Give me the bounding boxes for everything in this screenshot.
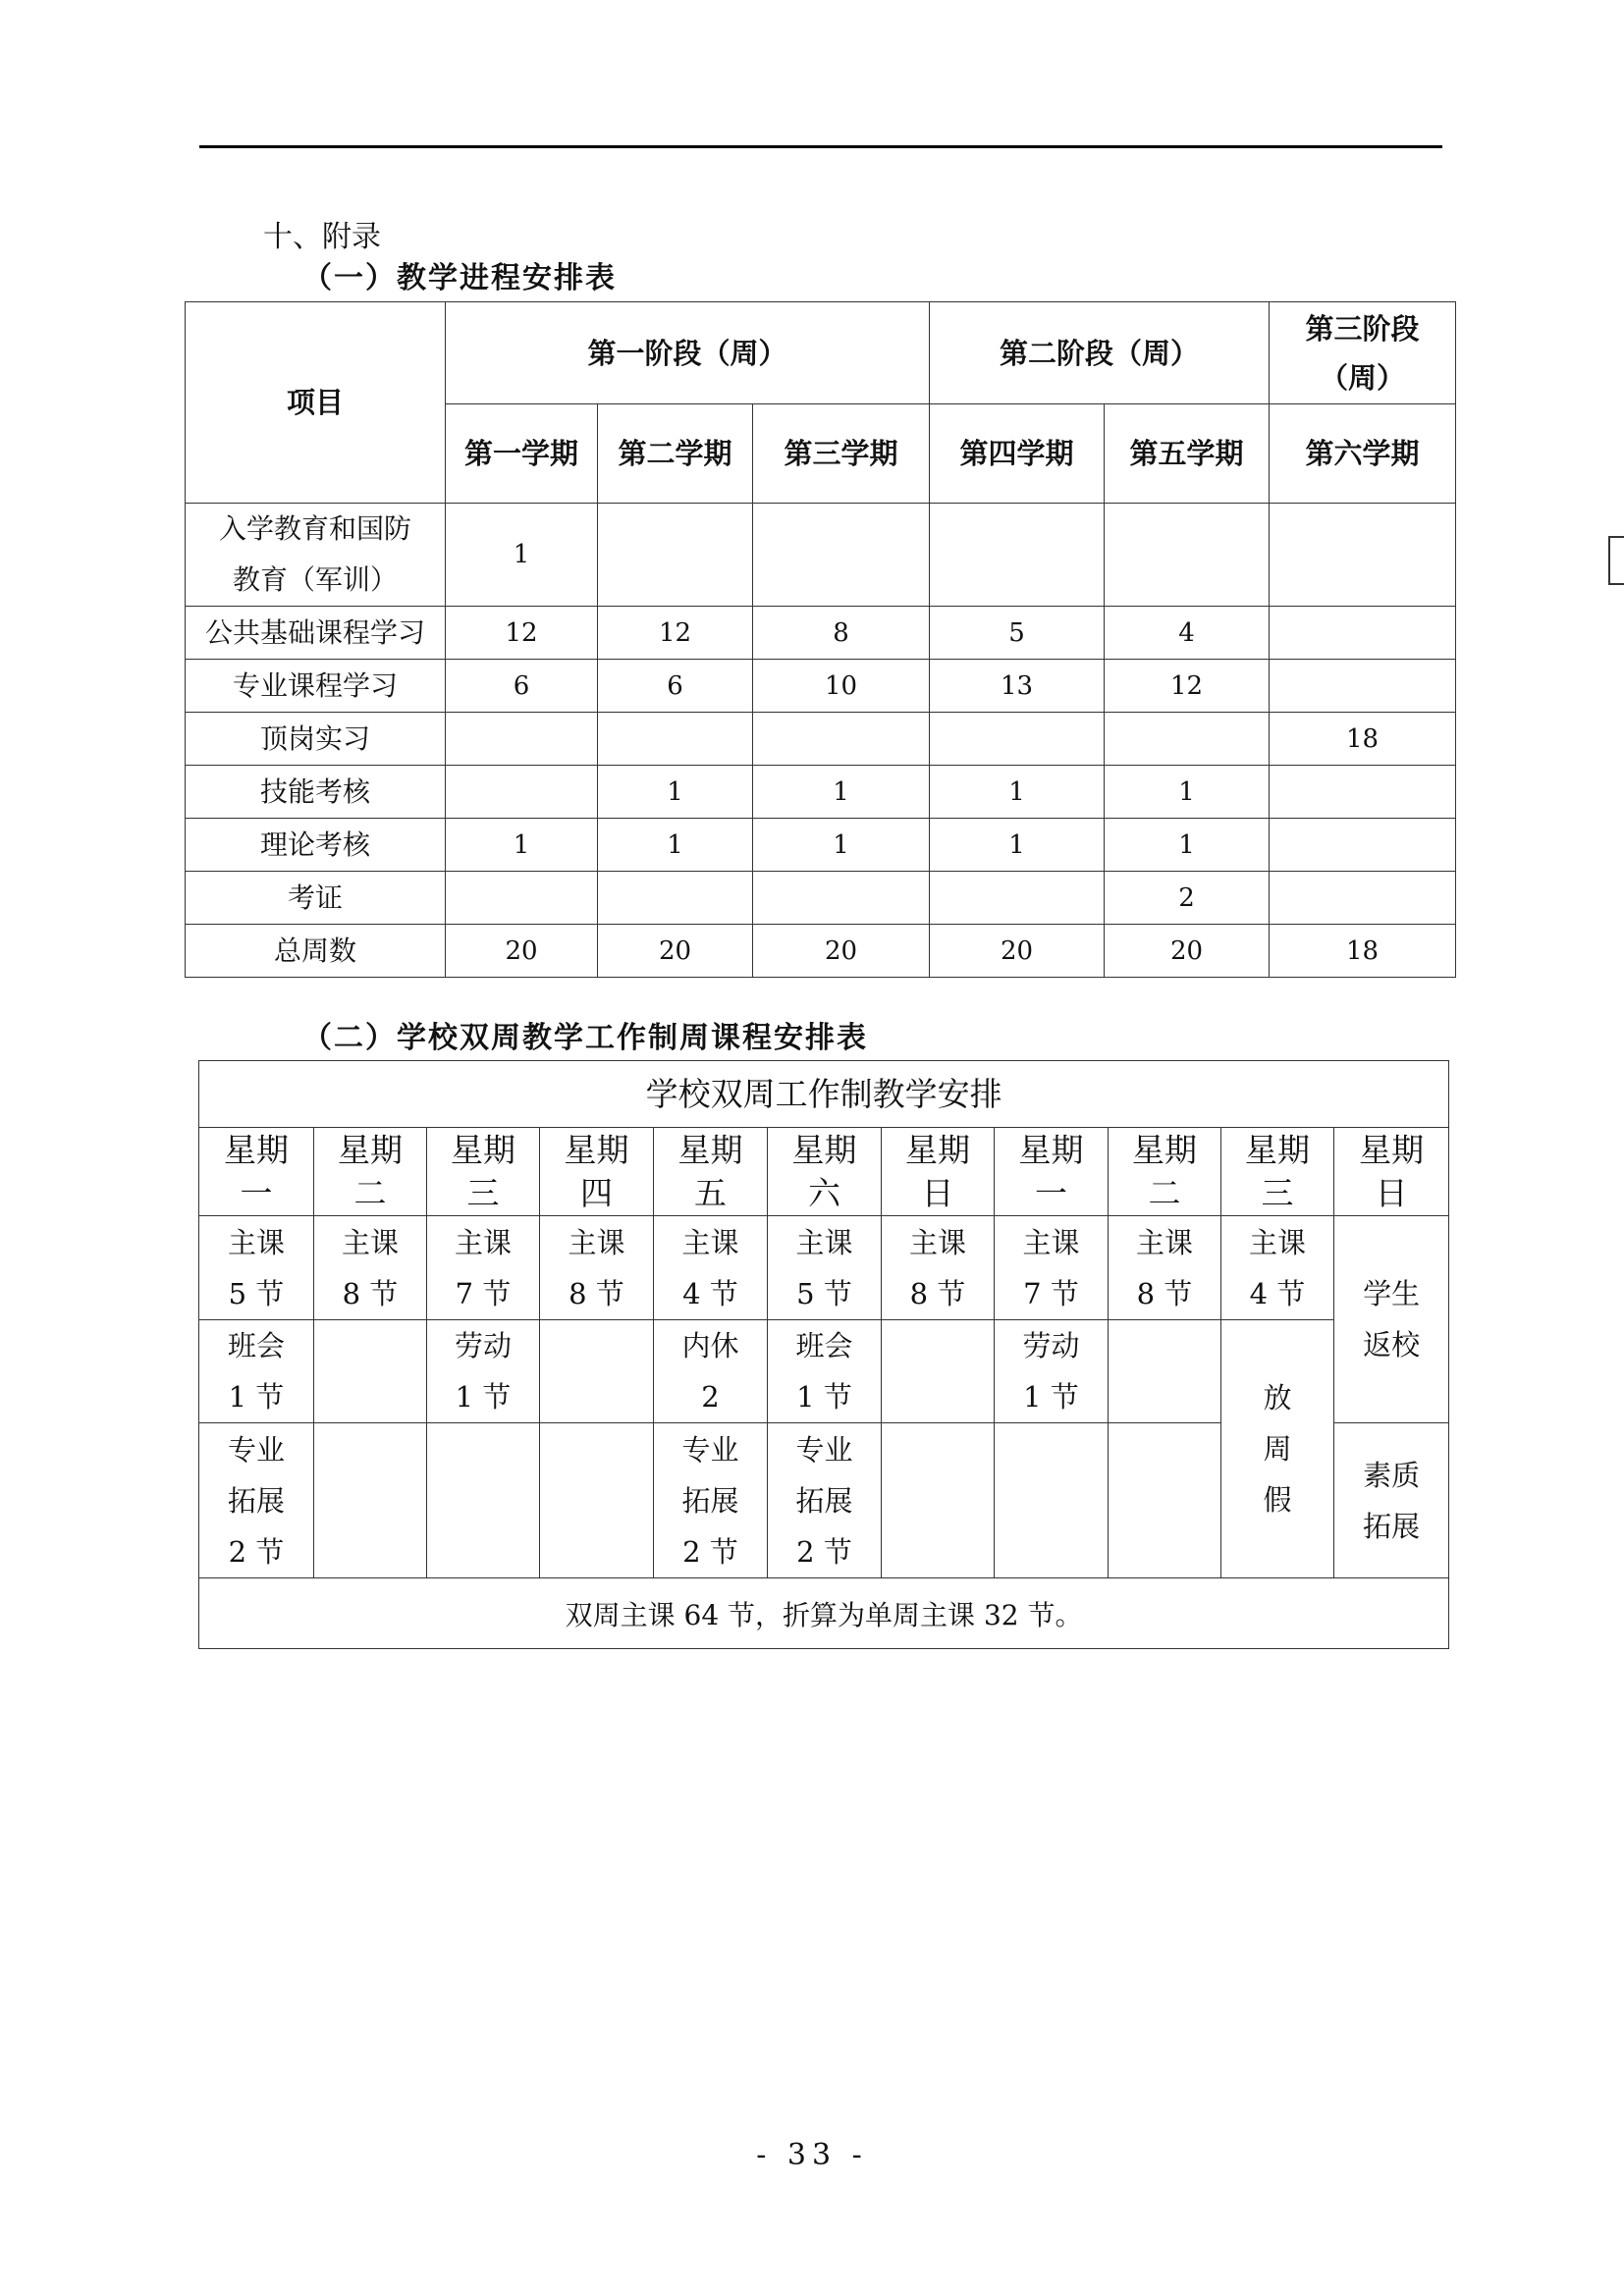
row-label: 理论考核 [186,819,446,872]
schedule-cell [540,1320,654,1423]
table-cell: 6 [598,660,753,713]
table-cell: 1 [753,819,930,872]
page-number: - 33 - [756,2138,868,2172]
table-cell [1270,872,1456,925]
table-row [186,504,1456,607]
day-header: 星期 二 [314,1128,427,1216]
schedule-cell [540,1423,654,1578]
table-row [186,607,1456,660]
table-cell: 20 [753,925,930,978]
table-cell [1105,504,1270,607]
table-cell: 1 [446,504,598,607]
row-label: 技能考核 [186,766,446,819]
quality-cell: 素质 拓展 [1334,1423,1449,1578]
schedule-cell: 主课 4 节 [654,1216,768,1320]
return-school-cell: 学生 返校 [1334,1216,1449,1423]
schedule-cell: 主课 4 节 [1221,1216,1334,1320]
schedule-table [185,301,1456,978]
schedule-cell [314,1320,427,1423]
table-cell [753,872,930,925]
table-cell: 5 [930,607,1105,660]
table-cell: 1 [753,766,930,819]
schedule-cell [995,1423,1109,1578]
schedule-cell: 班会 1 节 [768,1320,882,1423]
table-cell: 20 [598,925,753,978]
table-cell [753,504,930,607]
day-header: 星期 二 [1109,1128,1221,1216]
side-tab-marker [1608,536,1624,585]
schedule-cell: 主课 8 节 [540,1216,654,1320]
phase-2-header: 第二阶段（周） [930,302,1270,404]
schedule-cell: 主课 8 节 [314,1216,427,1320]
item-header: 项目 [186,302,446,504]
table-row [186,819,1456,872]
table-cell: 1 [1105,819,1270,872]
table-row [186,766,1456,819]
day-header: 星期 五 [654,1128,768,1216]
schedule-cell: 专业 拓展 2 节 [654,1423,768,1578]
table-cell: 20 [1105,925,1270,978]
schedule-cell: 班会 1 节 [199,1320,314,1423]
table-row [186,713,1456,766]
day-header: 星期 四 [540,1128,654,1216]
row-label: 顶岗实习 [186,713,446,766]
table-cell: 18 [1270,925,1456,978]
table-cell [753,713,930,766]
schedule-cell: 劳动 1 节 [995,1320,1109,1423]
table-cell: 1 [598,766,753,819]
sub1-title: （一）教学进程安排表 [302,261,617,295]
table-cell: 20 [930,925,1105,978]
biweekly-table [198,1060,1449,1649]
table-cell [1270,504,1456,607]
day-header: 星期 日 [882,1128,995,1216]
semester-header: 第三学期 [753,404,930,504]
schedule-cell [882,1423,995,1578]
schedule-cell: 劳动 1 节 [427,1320,540,1423]
holiday-cell: 放 周 假 [1221,1320,1334,1578]
schedule-cell: 专业 拓展 2 节 [199,1423,314,1578]
header-rule [199,145,1442,148]
phase-3-header: 第三阶段 （周） [1270,302,1456,404]
day-header: 星期 日 [1334,1128,1449,1216]
table-cell [930,872,1105,925]
table-cell [930,713,1105,766]
table-cell [1105,713,1270,766]
row-label: 考证 [186,872,446,925]
table-cell [1270,607,1456,660]
table-cell: 1 [1105,766,1270,819]
phase-1-header: 第一阶段（周） [446,302,930,404]
table-row [186,872,1456,925]
schedule-cell [427,1423,540,1578]
table-cell [446,872,598,925]
schedule-cell: 主课 8 节 [882,1216,995,1320]
table-cell [930,504,1105,607]
table-cell: 12 [446,607,598,660]
day-header: 星期 一 [995,1128,1109,1216]
schedule-cell: 主课 5 节 [199,1216,314,1320]
table-cell: 18 [1270,713,1456,766]
table-cell: 2 [1105,872,1270,925]
schedule-cell: 主课 8 节 [1109,1216,1221,1320]
semester-header: 第四学期 [930,404,1105,504]
row-label: 公共基础课程学习 [186,607,446,660]
schedule-cell [882,1320,995,1423]
table-cell [598,872,753,925]
schedule-cell: 主课 5 节 [768,1216,882,1320]
schedule-cell [1109,1423,1221,1578]
day-header: 星期 三 [1221,1128,1334,1216]
schedule-cell: 主课 7 节 [427,1216,540,1320]
table-cell [1270,819,1456,872]
day-header: 星期 一 [199,1128,314,1216]
table-cell [1270,766,1456,819]
table-cell [598,713,753,766]
table-cell [446,713,598,766]
table-cell: 1 [930,766,1105,819]
table-cell [1270,660,1456,713]
schedule-cell [1109,1320,1221,1423]
schedule-cell: 主课 7 节 [995,1216,1109,1320]
row-label: 专业课程学习 [186,660,446,713]
table-cell: 12 [598,607,753,660]
schedule-cell [314,1423,427,1578]
row-label: 入学教育和国防 教育（军训） [186,504,446,607]
schedule-cell: 专业 拓展 2 节 [768,1423,882,1578]
table-cell: 1 [930,819,1105,872]
biweekly-title: 学校双周工作制教学安排 [199,1061,1449,1128]
table-cell: 4 [1105,607,1270,660]
table-cell: 1 [446,819,598,872]
sub2-title: （二）学校双周教学工作制周课程安排表 [302,1021,868,1055]
table-cell: 10 [753,660,930,713]
table-row [186,660,1456,713]
table-cell: 20 [446,925,598,978]
schedule-cell: 内休 2 [654,1320,768,1423]
semester-header: 第五学期 [1105,404,1270,504]
biweekly-footer: 双周主课 64 节，折算为单周主课 32 节。 [199,1578,1449,1649]
table-cell [446,766,598,819]
day-header: 星期 六 [768,1128,882,1216]
row-label: 总周数 [186,925,446,978]
table-cell: 1 [598,819,753,872]
table-cell [598,504,753,607]
day-header: 星期 三 [427,1128,540,1216]
semester-header: 第六学期 [1270,404,1456,504]
section-title: 十、附录 [263,220,381,254]
semester-header: 第二学期 [598,404,753,504]
table-cell: 8 [753,607,930,660]
semester-header: 第一学期 [446,404,598,504]
table-cell: 6 [446,660,598,713]
table-cell: 12 [1105,660,1270,713]
table-cell: 13 [930,660,1105,713]
table-row [186,925,1456,978]
